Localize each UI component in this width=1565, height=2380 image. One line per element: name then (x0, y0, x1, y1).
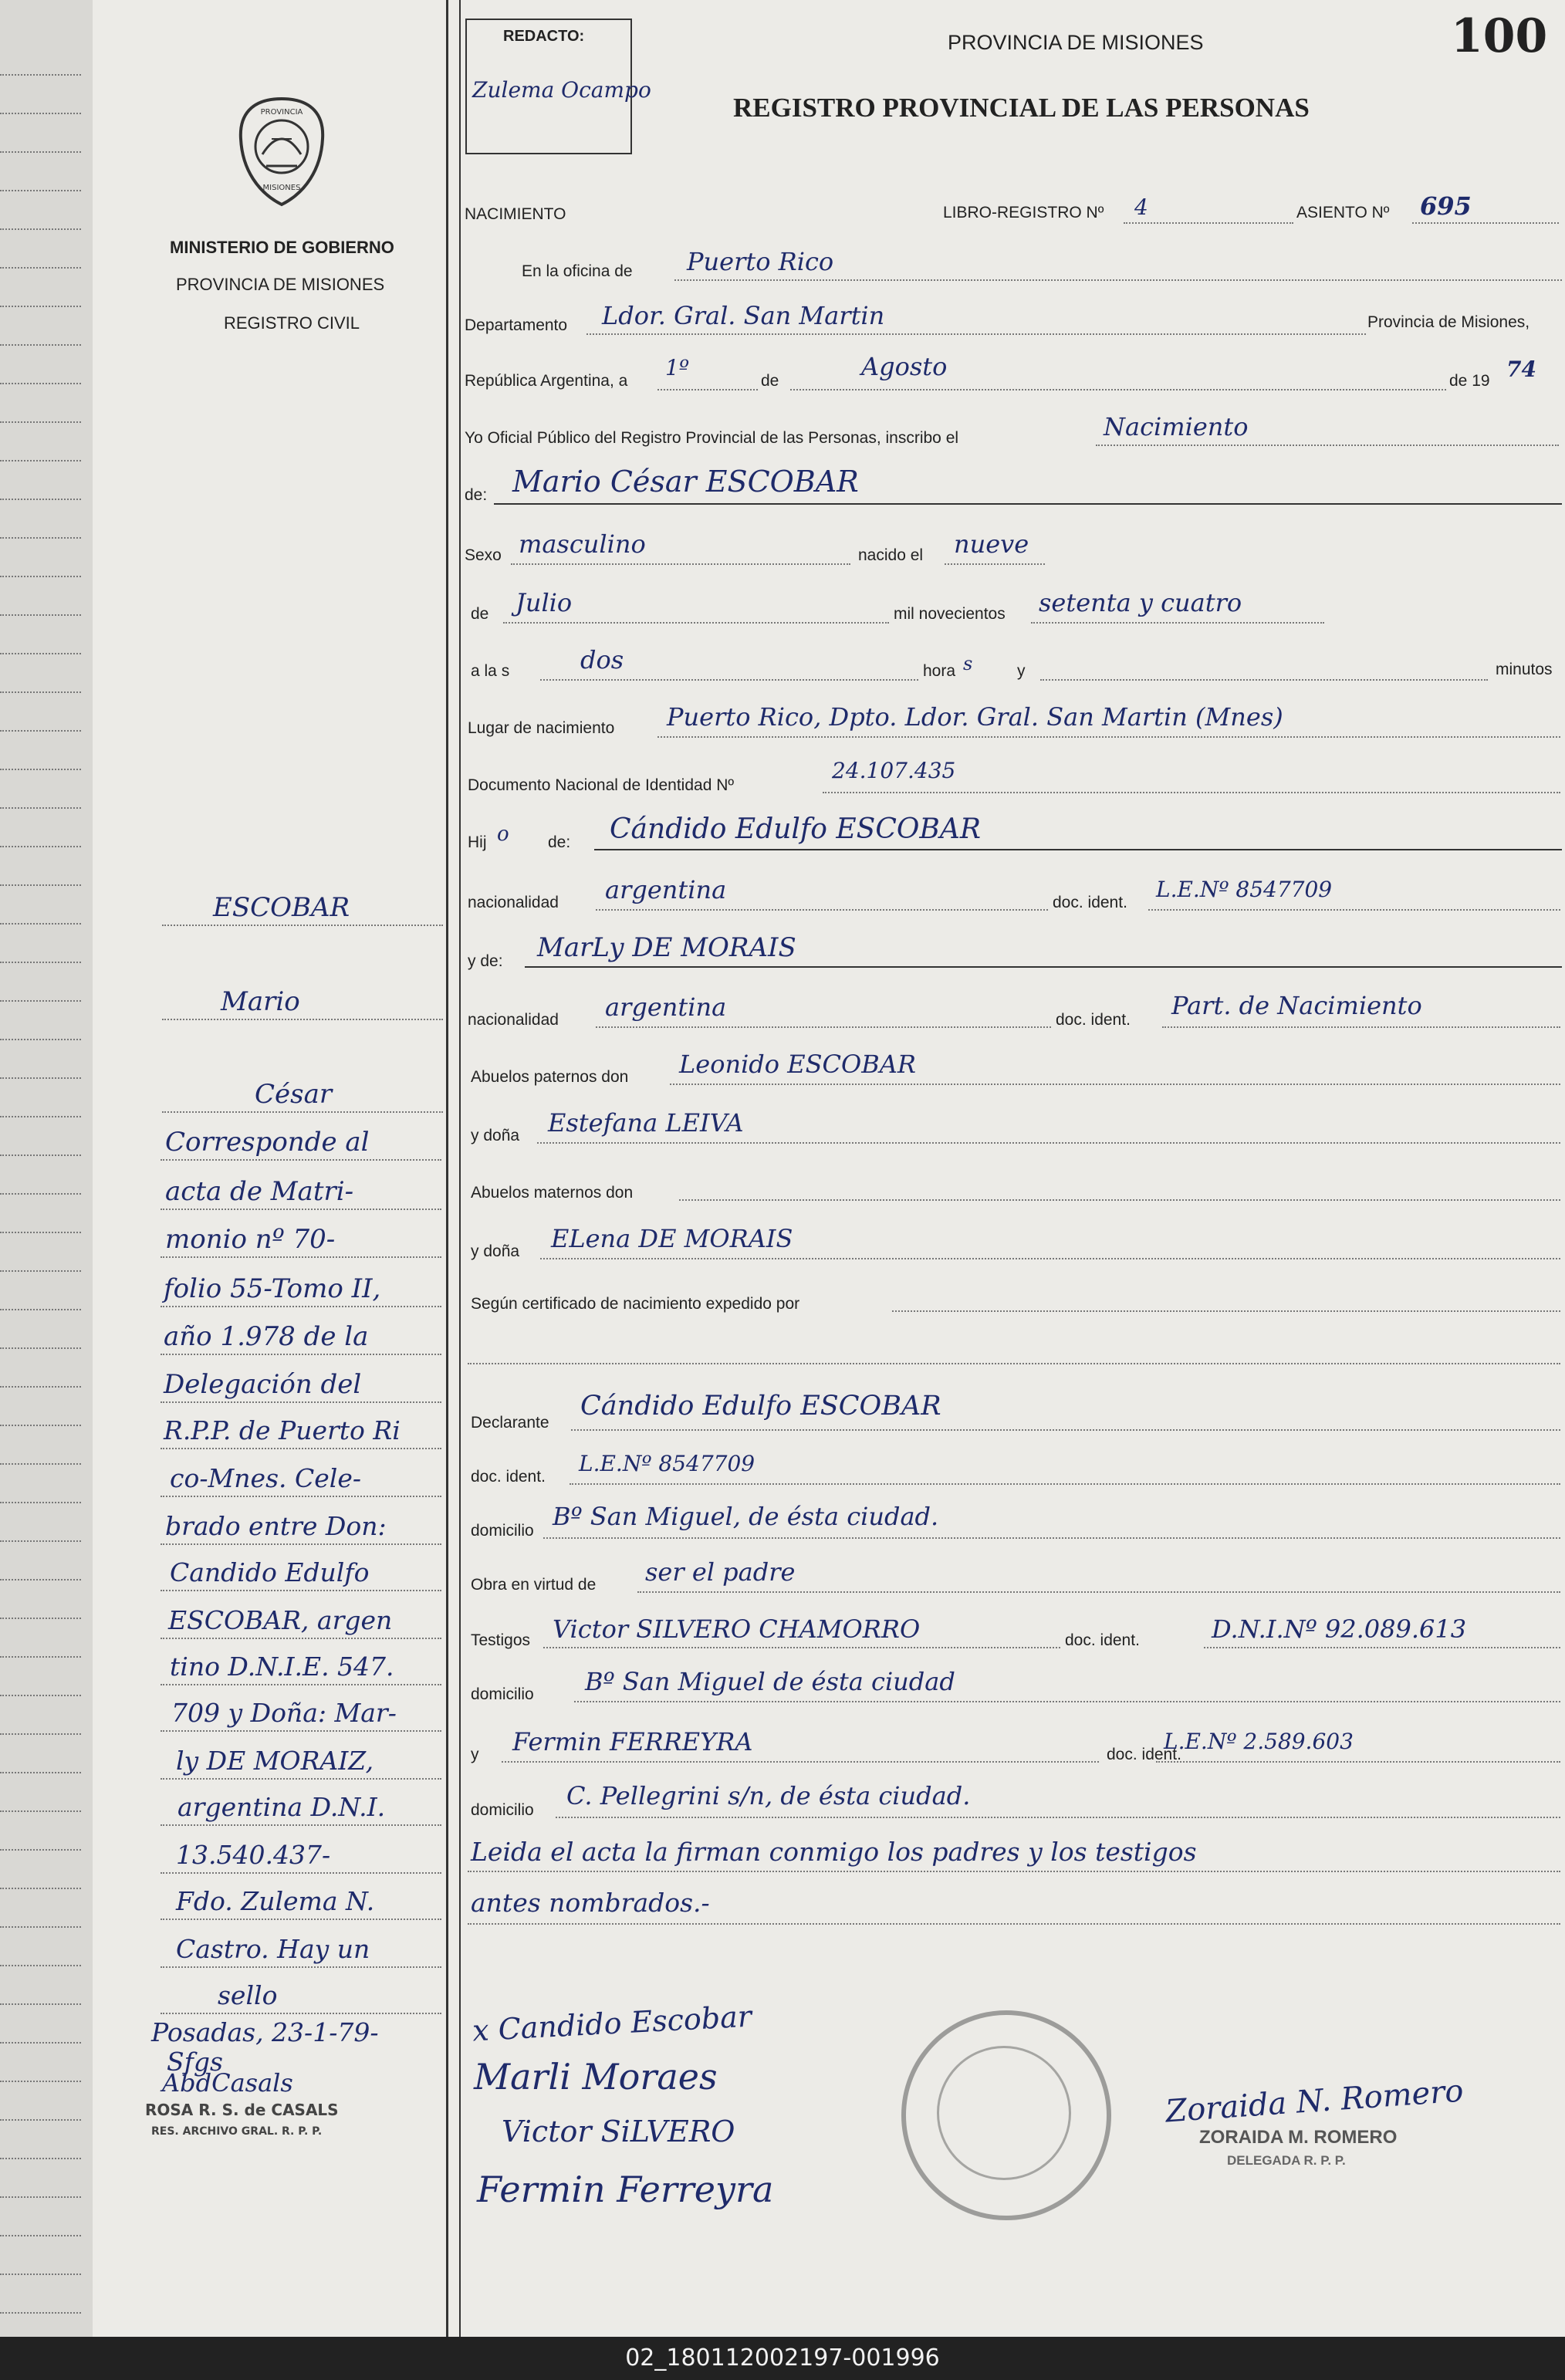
left-page-dotted-line (0, 2081, 81, 2082)
label-hora: hora (923, 662, 956, 680)
emblem-top-text: PROVINCIA (260, 108, 303, 117)
left-page-dotted-line (0, 846, 81, 847)
label-a-las: a la s (471, 662, 510, 680)
label-abuelos-paternos: Abuelos paternos don (471, 1068, 629, 1086)
value-departamento: Ldor. Gral. San Martin (602, 301, 885, 330)
margin-note-line: Delegación del (164, 1369, 362, 1400)
label-nacimiento: NACIMIENTO (465, 205, 566, 223)
value-leida-line2: antes nombrados.- (471, 1888, 710, 1918)
left-page-dotted-line (0, 228, 81, 230)
label-obra: Obra en virtud de (471, 1576, 597, 1594)
left-page-dotted-line (0, 2003, 81, 2005)
left-page-dotted-line (0, 2042, 81, 2044)
left-page-dotted-line (0, 113, 81, 114)
left-page-dotted-line (0, 1618, 81, 1619)
label-documento: Documento Nacional de Identidad Nº (468, 776, 735, 794)
label-doc-ident-testigo2: doc. ident. (1107, 1746, 1181, 1763)
left-page-dotted-line (0, 1000, 81, 1002)
label-sexo: Sexo (465, 546, 502, 564)
left-page-dotted-line (0, 884, 81, 886)
value-abuelo-pat: Leonido ESCOBAR (679, 1050, 916, 1079)
official-title: DELEGADA R. P. P. (1227, 2153, 1346, 2168)
left-page-edge (0, 0, 93, 2337)
label-domicilio-testigo2: domicilio (471, 1801, 534, 1819)
margin-note-line: Posadas, 23-1-79- (151, 2017, 379, 2047)
left-page-dotted-line (0, 1810, 81, 1812)
left-page-dotted-line (0, 151, 81, 153)
left-page-dotted-line (0, 190, 81, 191)
left-page-dotted-line (0, 1849, 81, 1851)
value-doc-padre: L.E.Nº 8547709 (1156, 877, 1333, 902)
value-testigo2: Fermin FERREYRA (512, 1727, 753, 1756)
label-y-dona-pat: y doña (471, 1127, 520, 1144)
left-page-dotted-line (0, 74, 81, 76)
label-libro: LIBRO-REGISTRO Nº (943, 204, 1104, 221)
left-page-dotted-line (0, 2235, 81, 2236)
value-declarante: Cándido Edulfo ESCOBAR (580, 1391, 941, 1422)
value-oficina: Puerto Rico (687, 247, 834, 276)
margin-rule-inner (459, 0, 461, 2337)
left-page-dotted-line (0, 1039, 81, 1040)
ministry-line2: PROVINCIA DE MISIONES (176, 275, 385, 294)
margin-note-line: co-Mnes. Cele- (170, 1463, 361, 1493)
margin-note-line: AbdCasals (162, 2068, 293, 2098)
value-sexo: masculino (519, 529, 646, 559)
left-page-dotted-line (0, 1425, 81, 1426)
left-page-dotted-line (0, 1463, 81, 1465)
label-declarante: Declarante (471, 1414, 549, 1432)
value-abuela-pat: Estefana LEIVA (548, 1108, 744, 1138)
value-obra: ser el padre (645, 1557, 796, 1587)
redacto-label: REDACTO: (503, 28, 585, 45)
left-page-dotted-line (0, 1926, 81, 1928)
ministry-line1: MINISTERIO DE GOBIERNO (170, 238, 394, 257)
left-page-dotted-line (0, 1309, 81, 1310)
left-page-dotted-line (0, 2274, 81, 2275)
margin-note-line: Sfgs (167, 2047, 223, 2077)
value-doc-declarante: L.E.Nº 8547709 (579, 1451, 755, 1476)
margin-note-line: folio 55-Tomo II, (164, 1273, 381, 1304)
left-page-dotted-line (0, 1116, 81, 1117)
left-page-dotted-line (0, 807, 81, 809)
margin-note-line: Candido Edulfo (170, 1557, 370, 1587)
label-nacido-el: nacido el (858, 546, 924, 564)
value-anio: 74 (1506, 357, 1536, 382)
margin-note-line: ly DE MORAIZ, (176, 1746, 374, 1776)
margin-note-line: brado entre Don: (165, 1511, 387, 1541)
left-page-dotted-line (0, 1270, 81, 1272)
label-domicilio-testigo1: domicilio (471, 1685, 534, 1703)
value-anio-nac: setenta y cuatro (1039, 588, 1242, 617)
signature-testigo2: Fermin Ferreyra (477, 2169, 774, 2210)
margin-note-line: ROSA R. S. de CASALS (145, 2101, 339, 2119)
left-page-dotted-line (0, 2196, 81, 2198)
value-libro: 4 (1134, 194, 1148, 220)
value-mes-nac: Julio (515, 588, 573, 617)
label-doc-ident-padre: doc. ident. (1053, 894, 1127, 911)
margin-note-line: R.P.P. de Puerto Ri (164, 1415, 401, 1445)
value-lugar: Puerto Rico, Dpto. Ldor. Gral. San Martin (Mnes) (667, 702, 1283, 732)
left-page-dotted-line (0, 1077, 81, 1079)
margin-note-line: 709 y Doña: Mar- (171, 1698, 397, 1728)
label-y-dona-mat: y doña (471, 1242, 520, 1260)
signature-testigo1: Victor SiLVERO (502, 2115, 735, 2148)
label-minutos: minutos (1496, 661, 1553, 678)
ministry-line3: REGISTRO CIVIL (224, 313, 360, 333)
left-page-dotted-line (0, 421, 81, 423)
label-lugar: Lugar de nacimiento (468, 719, 615, 737)
left-page-dotted-line (0, 1155, 81, 1156)
left-page-dotted-line (0, 460, 81, 461)
registry-title: REGISTRO PROVINCIAL DE LAS PERSONAS (733, 93, 1310, 123)
left-page-dotted-line (0, 1695, 81, 1696)
value-nacido: nueve (954, 529, 1029, 559)
left-page-dotted-line (0, 962, 81, 963)
page-number: 100 (1451, 9, 1548, 63)
value-padre: Cándido Edulfo ESCOBAR (610, 813, 981, 845)
margin-note-line: acta de Matri- (165, 1176, 354, 1207)
left-page-dotted-line (0, 1540, 81, 1542)
left-page-dotted-line (0, 306, 81, 307)
margin-note-line: Mario (221, 986, 300, 1017)
margin-note-line: ESCOBAR (213, 892, 350, 923)
left-page-dotted-line (0, 614, 81, 616)
value-hij-suffix: o (497, 823, 509, 846)
left-page-dotted-line (0, 1579, 81, 1580)
label-asiento: ASIENTO Nº (1296, 204, 1390, 221)
left-page-dotted-line (0, 1232, 81, 1233)
label-abuelos-maternos: Abuelos maternos don (471, 1184, 634, 1202)
label-de: de (761, 372, 779, 390)
left-page-dotted-line (0, 1965, 81, 1966)
label-y: y (1017, 662, 1026, 680)
left-page-dotted-line (0, 1386, 81, 1388)
left-page-dotted-line (0, 1347, 81, 1349)
value-madre: MarLy DE MORAIS (537, 932, 796, 963)
label-de-padre: de: (548, 833, 571, 851)
label-domicilio-declarante: domicilio (471, 1522, 534, 1540)
value-mes: Agosto (861, 352, 948, 381)
margin-note-line: ESCOBAR, argen (168, 1605, 393, 1635)
label-doc-ident-testigo1: doc. ident. (1065, 1631, 1140, 1649)
value-dni: 24.107.435 (832, 758, 956, 783)
label-oficina: En la oficina de (522, 262, 633, 280)
label-segun: Según certificado de nacimiento expedido por (471, 1295, 800, 1313)
value-asiento: 695 (1420, 191, 1472, 221)
left-page-dotted-line (0, 653, 81, 654)
redacto-signature: Zulema Ocampo (472, 77, 651, 103)
left-page-dotted-line (0, 383, 81, 384)
left-page-dotted-line (0, 344, 81, 346)
left-page-dotted-line (0, 499, 81, 500)
label-y-testigo2: y (471, 1746, 479, 1763)
value-dom-declarante: Bº San Miguel, de ésta ciudad. (553, 1502, 939, 1531)
label-republica: República Argentina, a (465, 372, 628, 390)
left-page-dotted-line (0, 576, 81, 577)
margin-note-line: monio nº 70- (165, 1224, 336, 1255)
left-page-dotted-line (0, 2119, 81, 2121)
signature-madre: Marli Moraes (474, 2056, 718, 2098)
label-hij: Hij (468, 833, 487, 851)
label-de19: de 19 (1449, 372, 1490, 390)
coat-of-arms-emblem (232, 93, 332, 208)
label-de-mes: de (471, 605, 489, 623)
left-page-dotted-line (0, 537, 81, 539)
label-doc-ident-madre: doc. ident. (1056, 1011, 1131, 1029)
left-page-dotted-line (0, 1656, 81, 1658)
margin-note-line: RES. ARCHIVO GRAL. R. P. P. (151, 2125, 323, 2138)
label-doc-ident-declarante: doc. ident. (471, 1468, 546, 1486)
value-horas: dos (580, 645, 624, 674)
value-dom-testigo2: C. Pellegrini s/n, de ésta ciudad. (566, 1781, 971, 1810)
left-page-dotted-line (0, 1733, 81, 1735)
margin-note-line: argentina D.N.I. (177, 1792, 386, 1822)
label-yo-oficial: Yo Oficial Público del Registro Provincial de las Personas, inscribo el (465, 429, 959, 447)
margin-note-line: Castro. Hay un (176, 1934, 370, 1964)
label-departamento: Departamento (465, 316, 568, 334)
value-dom-testigo1: Bº San Miguel de ésta ciudad (585, 1667, 955, 1696)
value-abuela-mat: ELena DE MORAIS (551, 1224, 793, 1253)
margin-note-line: César (255, 1079, 333, 1110)
province-title: PROVINCIA DE MISIONES (948, 31, 1204, 54)
value-nombre: Mario César ESCOBAR (512, 465, 859, 499)
label-nacionalidad-padre: nacionalidad (468, 894, 559, 911)
registry-seal-stamp (901, 2010, 1111, 2220)
margin-note-line: Corresponde al (165, 1127, 370, 1158)
left-page-dotted-line (0, 691, 81, 693)
value-inscribo: Nacimiento (1104, 412, 1249, 441)
margin-rule (446, 0, 448, 2337)
margin-note-line: sello (218, 1980, 278, 2010)
label-mil-novecientos: mil novecientos (894, 605, 1006, 623)
value-doc-testigo2: L.E.Nº 2.589.603 (1164, 1729, 1354, 1754)
left-page-dotted-line (0, 1772, 81, 1773)
margin-note-line: Fdo. Zulema N. (176, 1886, 375, 1916)
official-name: ZORAIDA M. ROMERO (1199, 2127, 1398, 2148)
value-nac-padre: argentina (605, 875, 727, 904)
signature-official: Zoraida N. Romero (1164, 2073, 1465, 2130)
label-testigos: Testigos (471, 1631, 531, 1649)
left-page-dotted-line (0, 1193, 81, 1195)
label-de-nombre: de: (465, 486, 488, 504)
value-nac-madre: argentina (605, 992, 727, 1022)
value-dia: 1º (665, 355, 689, 380)
left-page-dotted-line (0, 769, 81, 770)
value-doc-testigo1: D.N.I.Nº 92.089.613 (1212, 1614, 1467, 1644)
value-leida-line1: Leida el acta la firman conmigo los padres y los testigos (471, 1837, 1197, 1867)
label-y-de: y de: (468, 952, 503, 970)
left-page-dotted-line (0, 2312, 81, 2314)
left-page-dotted-line (0, 1888, 81, 1889)
left-page-dotted-line (0, 267, 81, 269)
label-provincia: Provincia de Misiones, (1367, 313, 1530, 331)
emblem-bottom-text: MISIONES (262, 184, 301, 192)
margin-note-line: 13.540.437- (176, 1840, 331, 1870)
margin-note-line: año 1.978 de la (164, 1321, 369, 1352)
label-nacionalidad-madre: nacionalidad (468, 1011, 559, 1029)
value-testigo1: Victor SILVERO CHAMORRO (553, 1614, 921, 1644)
left-page-dotted-line (0, 923, 81, 925)
left-page-dotted-line (0, 2158, 81, 2159)
signature-padre: x Candido Escobar (472, 1999, 752, 2048)
margin-note-line: tino D.N.I.E. 547. (170, 1651, 394, 1682)
left-page-dotted-line (0, 730, 81, 732)
value-hora-suffix: s (963, 653, 973, 674)
left-page-dotted-line (0, 1502, 81, 1503)
value-doc-madre: Part. de Nacimiento (1171, 991, 1422, 1020)
footer-image-id: 02_180112002197-001996 (0, 2337, 1565, 2380)
